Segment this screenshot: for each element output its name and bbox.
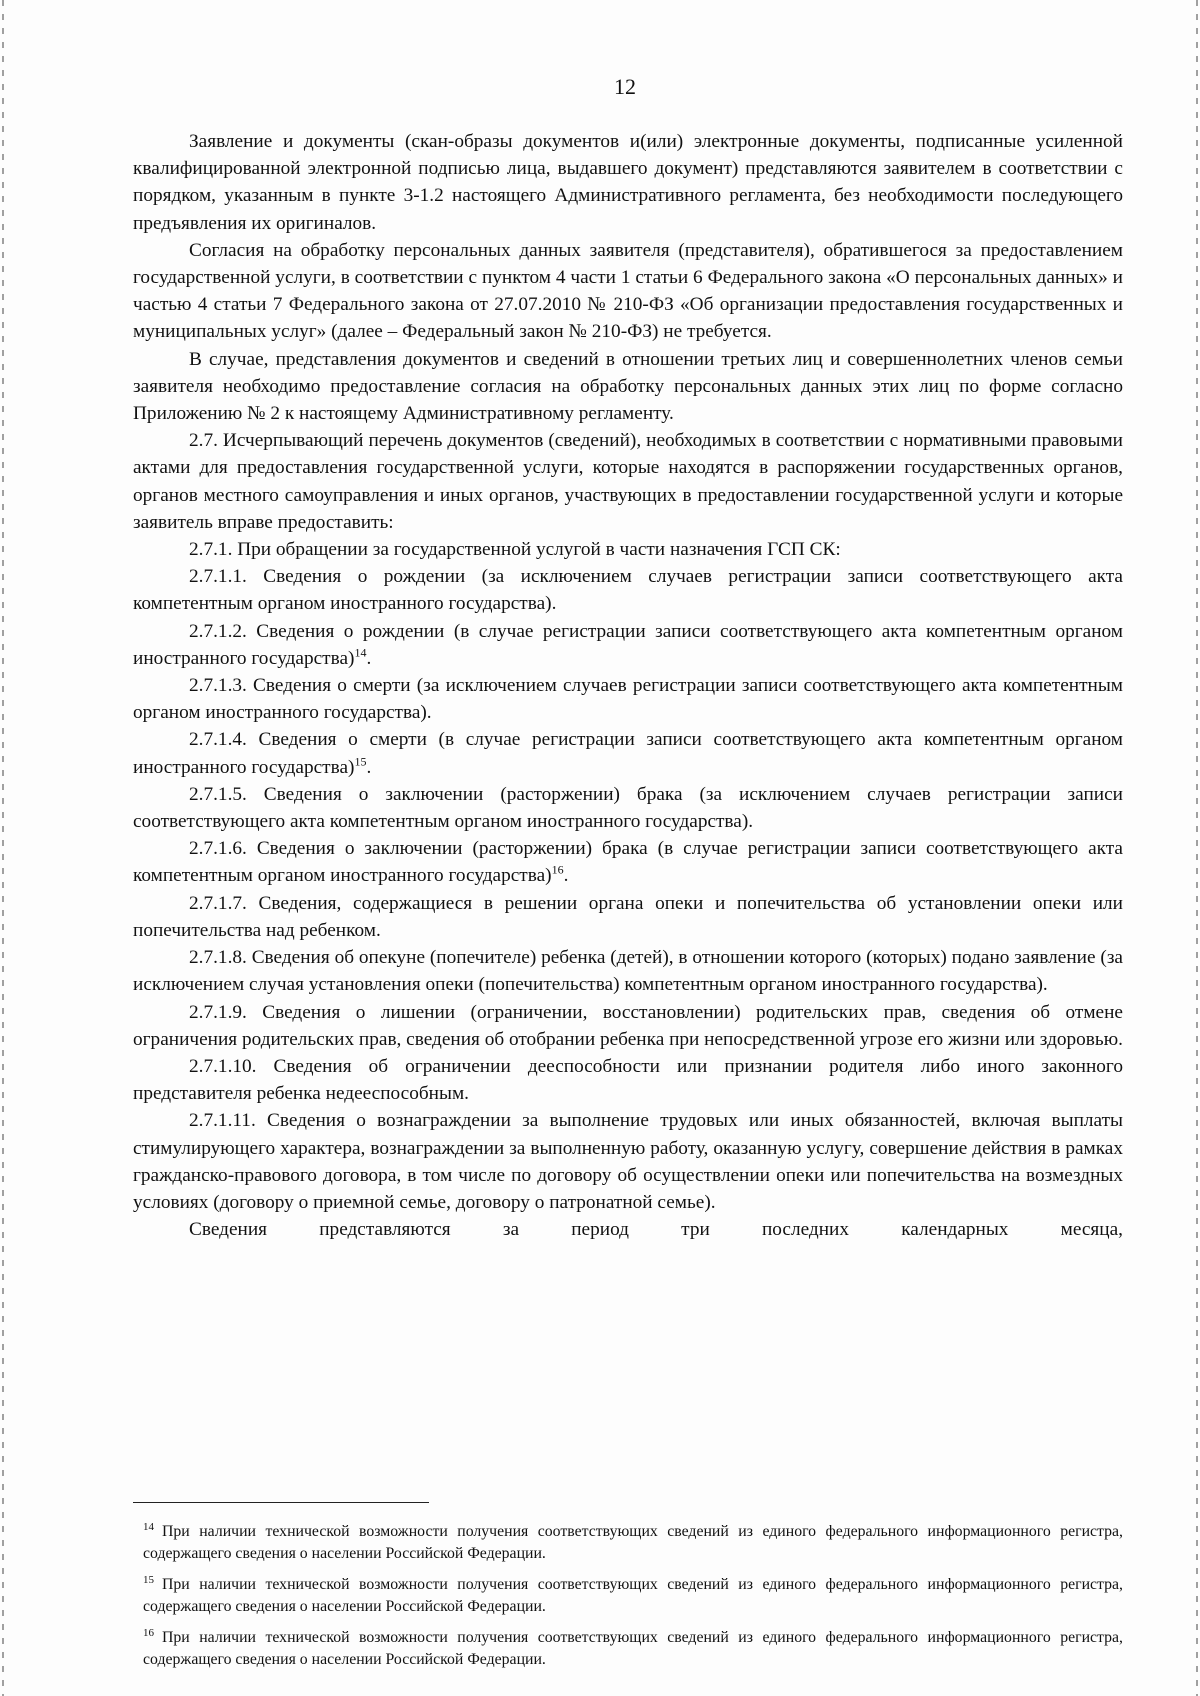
paragraph: Заявление и документы (скан-образы документов и(или) электронные документы, подписанные усиленной квалифицированной электронной подписью лица, выдавшего документ) представляются заявителем в соответствии с порядком, указанным в пункте 3-1.2 настоящего Административного регламента, без необходимости последующего предъявления их оригиналов. <box>133 131 1123 234</box>
paragraph: 2.7.1.9. Сведения о лишении (ограничении, восстановлении) родительских прав, сведения об отмене ограничения родительских прав, сведения об отобрании ребенка при непосредственной угрозе его жизни или здоровью. <box>133 1001 1123 1050</box>
footnote-mark: 14 <box>143 1520 154 1533</box>
footnote: $^{16}$ При наличии технической возможности получения соответствующих сведений из единого федерального информационного регистра, содержащего сведения о населении Российской Федерации. <box>143 1626 1123 1668</box>
footnote-ref: 15 <box>354 754 367 769</box>
footnote-mark: 15 <box>143 1573 154 1586</box>
footnote-mark: 16 <box>143 1626 154 1639</box>
paragraph: 2.7.1.6. Сведения о заключении (расторжении) брака (в случае регистрации записи соответствующего акта компетентным органом иностранного государства)$^{16}$. <box>133 838 1123 887</box>
footnote-ref: 16 <box>551 863 564 878</box>
paragraph: 2.7.1.1. Сведения о рождении (за исключением случаев регистрации записи соответствующего акта компетентным органом иностранного государства). <box>133 566 1123 615</box>
paragraph: 2.7.1.10. Сведения об ограничении дееспособности или признании родителя либо иного законного представителя ребенка недееспособным. <box>133 1055 1123 1105</box>
paragraph: 2.7.1.11. Сведения о вознаграждении за выполнение трудовых или иных обязанностей, включая выплаты стимулирующего характера, вознаграждении за выполненную работу, оказанную услугу, совершение действия в рамках гражданско-правового договора, в том числе по договору об осуществлении опеки или попечительства на возмездных условиях (договору о приемной семье, договору о патронатной семье). <box>133 1110 1123 1213</box>
body-text <box>133 128 1123 1243</box>
paragraph: 2.7.1.5. Сведения о заключении (расторжении) брака (за исключением случаев регистрации записи соответствующего акта компетентным органом иностранного государства). <box>133 783 1123 833</box>
footnote: $^{15}$ При наличии технической возможности получения соответствующих сведений из единого федерального информационного регистра, содержащего сведения о населении Российской Федерации. <box>143 1573 1123 1615</box>
paragraph: 2.7.1.8. Сведения об опекуне (попечителе) ребенка (детей), в отношении которого (которых) подано заявление (за исключением случая установления опеки (попечительства) компетентным органом иностранного государства). <box>133 947 1123 996</box>
page-number: 12 <box>614 74 636 99</box>
footnote-separator <box>133 1502 429 1503</box>
paragraph: 2.7.1.7. Сведения, содержащиеся в решении органа опеки и попечительства об установлении опеки или попечительства над ребенком. <box>133 892 1123 941</box>
paragraph: В случае, представления документов и сведений в отношении третьих лиц и совершеннолетних членов семьи заявителя необходимо предоставление согласия на обработку персональных данных этих лиц по форме согласно Приложению № 2 к настоящему Административному регламенту. <box>133 348 1123 425</box>
paragraph: 2.7.1.3. Сведения о смерти (за исключением случаев регистрации записи соответствующего акта компетентным органом иностранного государства). <box>133 675 1123 724</box>
scan-edge-left <box>2 0 4 1696</box>
footnote: $^{14}$ При наличии технической возможности получения соответствующих сведений из единого федерального информационного регистра, содержащего сведения о населении Российской Федерации. <box>143 1520 1123 1562</box>
paragraph: 2.7.1.2. Сведения о рождении (в случае регистрации записи соответствующего акта компетентным органом иностранного государства)$^{14}$. <box>133 620 1123 669</box>
paragraph: 2.7.1.4. Сведения о смерти (в случае регистрации записи соответствующего акта компетентным органом иностранного государства)$^{15}$. <box>133 729 1123 778</box>
paragraph: Согласия на обработку персональных данных заявителя (представителя), обратившегося за предоставлением государственной услуги, в соответствии с пунктом 4 части 1 статьи 6 Федерального закона «О персональных данных» и частью 4 статьи 7 Федерального закона от 27.07.2010 № 210-ФЗ «Об организации предоставления государственных и муниципальных услуг» (далее – Федеральный закон № 210-ФЗ) не требуется. <box>133 239 1123 343</box>
paragraph: 2.7. Исчерпывающий перечень документов (сведений), необходимых в соответствии с нормативными правовыми актами для предоставления государственной услуги, которые находятся в распоряжении государственных органов, органов местного самоуправления и иных органов, участвующих в предоставлении государственной услуги и которые заявитель вправе предоставить: <box>133 430 1123 533</box>
paragraph: 2.7.1. При обращении за государственной услугой в части назначения ГСП СК: <box>189 539 841 561</box>
paragraph: Сведения представляются за период три последних календарных месяца, <box>189 1219 1123 1241</box>
footnote-ref: 14 <box>354 645 367 660</box>
footnotes <box>143 1521 1123 1680</box>
scan-edge-right <box>1196 0 1198 1696</box>
